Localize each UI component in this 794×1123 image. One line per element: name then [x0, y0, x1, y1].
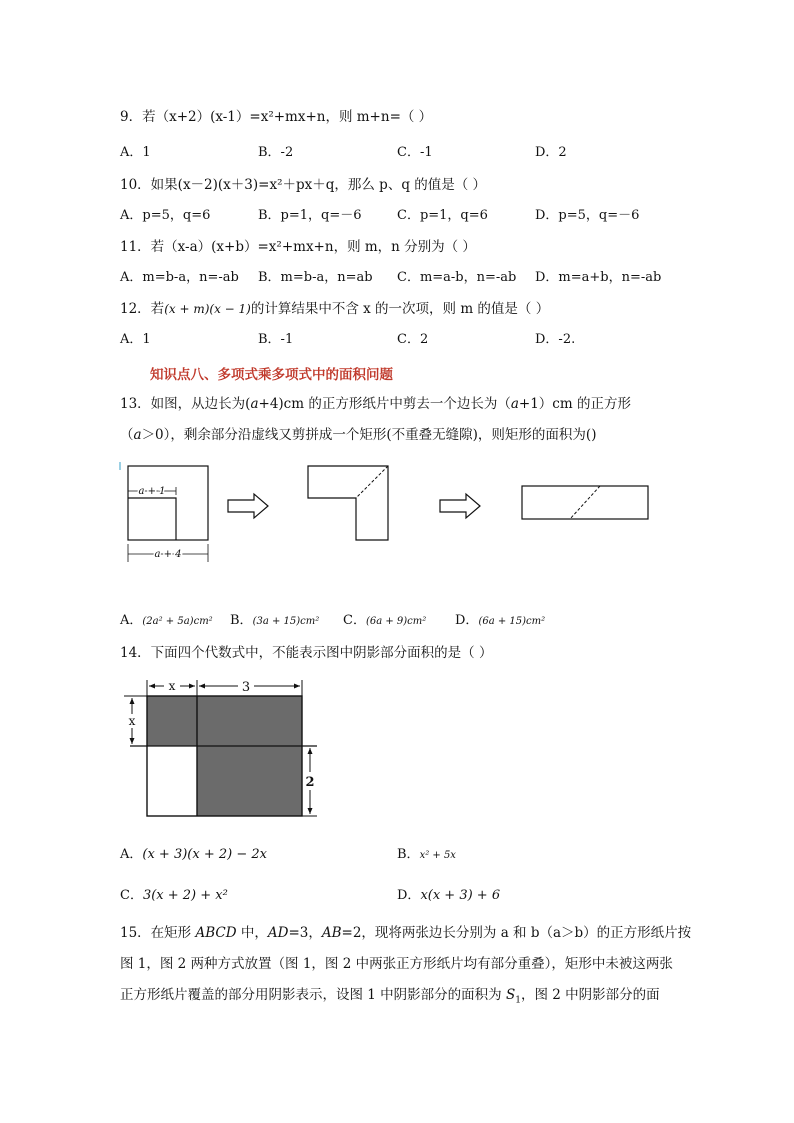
q15-text: ，图 2 中阴影部分的面 [520, 987, 660, 1003]
q14-arrowhead-icon [308, 748, 313, 754]
q10-option-c: C．p=1，q=6 [397, 208, 488, 223]
q13-label-a-plus-4: a + 4 [154, 549, 182, 560]
q15-line1 [120, 924, 691, 942]
q13-arrow-2-icon [440, 494, 480, 518]
q13-option-expr: (2a² + 5a)cm² [142, 616, 213, 627]
q14-option-b [397, 846, 456, 865]
q14-shaded-bottom-right [197, 746, 302, 816]
q9-option-b: B．-2 [258, 145, 294, 160]
q10-option-d: D．p=5，q=－6 [535, 208, 640, 223]
q12-option-b: B．-1 [258, 332, 294, 347]
q13-option-c [343, 612, 426, 631]
q14-arrowhead-icon [294, 684, 300, 689]
q13-label-a-plus-1: a + 1 [138, 486, 166, 497]
q14-figure [120, 674, 325, 822]
q13-var-a: a [133, 427, 142, 443]
q13-text: （ [120, 427, 134, 443]
q15-text: 中， [236, 925, 268, 941]
q15-side-ab: AB [321, 925, 342, 941]
q13-text: ＞0），剩余部分沿虚线又剪拼成一个矩形(不重叠无缝隙)，则矩形的面积为() [141, 427, 597, 443]
q15-rect-name: ABCD [195, 925, 237, 941]
q14-arrowhead-icon [130, 738, 135, 744]
q15-s1: S [505, 987, 516, 1003]
q15-text: =2，现将两张边长分别为 a 和 b（a＞b）的正方形纸片按 [341, 925, 692, 941]
q13-stem-line1 [120, 395, 631, 413]
q12-stem-prefix: 12．若 [120, 301, 165, 317]
q14-label-2: 2 [305, 775, 315, 790]
q12-option-d: D．-2. [535, 332, 576, 347]
q14-option-letter: B． [397, 847, 420, 862]
q13-text: +4)cm 的正方形纸片中剪去一个边长为（ [258, 396, 511, 412]
q15-line2: 图 1，图 2 两种方式放置（图 1，图 2 中两张正方形纸片均有部分重叠），矩形中未被这两张 [120, 956, 673, 972]
q14-stem: 14．下面四个代数式中，不能表示图中阴影部分面积的是（ ） [120, 645, 493, 661]
q13-option-a [120, 612, 213, 631]
q9-option-d: D．2 [535, 145, 567, 160]
q13-option-b [230, 612, 319, 631]
q13-l-shape [308, 466, 388, 540]
q12-option-c: C．2 [397, 332, 429, 347]
q15-text: 15．在矩形 [120, 925, 196, 941]
q14-option-c [120, 887, 228, 905]
q13-stem-line2 [120, 426, 596, 444]
q14-option-expr: (x + 3)(x + 2) − 2x [142, 847, 267, 862]
q9-option-a: A．1 [120, 145, 151, 160]
q14-option-expr: x² + 5x [419, 850, 456, 861]
q14-option-expr: 3(x + 2) + x² [142, 888, 228, 903]
q12-stem-suffix: 的计算结果中不含 x 的一次项，则 m 的值是（ ） [250, 301, 550, 317]
q14-option-letter: D． [397, 888, 421, 903]
q11-option-c: C．m=a-b，n=-ab [397, 270, 517, 285]
q14-arrowhead-icon [189, 684, 195, 689]
q13-big-square [128, 466, 208, 540]
q10-option-b: B．p=1，q=－6 [258, 208, 362, 223]
q13-text: +1）cm 的正方形 [518, 396, 631, 412]
q12-stem [120, 300, 549, 318]
q13-option-letter: B． [230, 613, 253, 628]
q13-var-a: a [510, 396, 519, 412]
q14-option-letter: A． [120, 847, 143, 862]
q14-label-x-left: x [128, 714, 136, 728]
q13-l-dashed-cut [356, 466, 388, 498]
q9-option-c: C．-1 [397, 145, 433, 160]
q14-option-expr: x(x + 3) + 6 [420, 888, 501, 903]
q14-arrowhead-icon [130, 698, 135, 704]
q14-label-3: 3 [241, 680, 251, 695]
q14-arrowhead-icon [308, 808, 313, 814]
q14-shaded-top [147, 696, 302, 746]
q14-option-d [397, 887, 500, 905]
q13-option-expr: (6a + 9)cm² [365, 616, 427, 627]
q11-option-a: A．m=b-a，n=-ab [120, 270, 239, 285]
q13-text: 13．如图，从边长为( [120, 396, 251, 412]
q13-small-square [128, 498, 176, 540]
q13-option-letter: D． [455, 613, 479, 628]
q13-option-letter: A． [120, 613, 143, 628]
q14-option-letter: C． [120, 888, 143, 903]
q12-option-a: A．1 [120, 332, 151, 347]
q13-option-expr: (3a + 15)cm² [252, 616, 320, 627]
q13-option-expr: (6a + 15)cm² [478, 616, 546, 627]
q14-label-x-top: x [168, 679, 176, 693]
q14-option-a [120, 846, 267, 864]
section-heading: 知识点八、多项式乘多项式中的面积问题 [150, 367, 393, 383]
q12-stem-expr: (x + m)(x − 1) [164, 302, 251, 316]
q15-text: =3， [288, 925, 322, 941]
q15-s1-sub: 1 [515, 995, 521, 1006]
q13-var-a: a [250, 396, 259, 412]
q13-figure [118, 458, 658, 568]
q13-option-d [455, 612, 545, 631]
q15-side-ad: AD [267, 925, 289, 941]
q11-option-b: B．m=b-a，n=ab [258, 270, 373, 285]
q14-arrowhead-icon [149, 684, 155, 689]
q14-arrowhead-icon [199, 684, 205, 689]
q10-stem: 10．如果(x－2)(x＋3)=x²＋px＋q，那么 p、q 的值是（ ） [120, 177, 487, 193]
q15-line3 [120, 986, 660, 1010]
q11-option-d: D．m=a+b，n=-ab [535, 270, 662, 285]
q13-arrow-1-icon [228, 494, 268, 518]
q9-stem: 9．若（x+2）(x-1）=x²+mx+n，则 m+n=（ ） [120, 109, 433, 125]
q13-option-letter: C． [343, 613, 366, 628]
q10-option-a: A．p=5，q=6 [120, 208, 211, 223]
q13-rect-dashed-cut [570, 486, 600, 519]
q11-stem: 11．若（x-a）(x+b）=x²+mx+n，则 m，n 分别为（ ） [120, 239, 476, 255]
q15-text: 正方形纸片覆盖的部分用阴影表示，设图 1 中阴影部分的面积为 [120, 987, 506, 1003]
